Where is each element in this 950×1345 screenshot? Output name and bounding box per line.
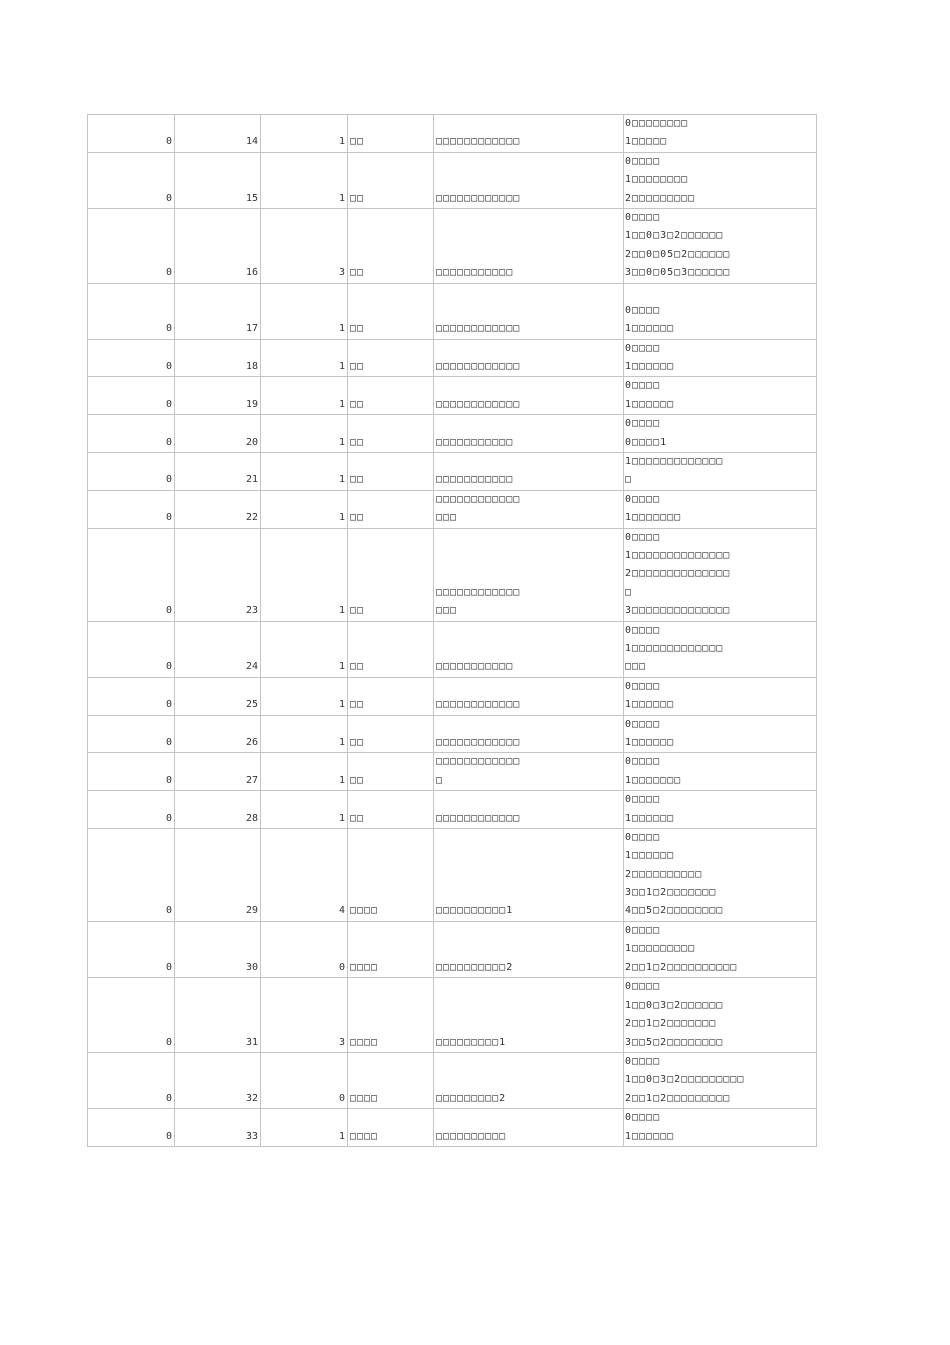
- cell-options: [624, 828, 817, 921]
- cell-row-number: 27: [175, 753, 261, 791]
- cell-question: □□□□□□□□□2: [434, 1053, 624, 1109]
- table-row: [88, 490, 817, 528]
- cell-category: □□□□: [348, 828, 434, 921]
- option-line: 2□□0□05□2□□□□□□: [625, 248, 731, 260]
- cell-category: □□: [348, 753, 434, 791]
- cell-score: 1: [261, 677, 348, 715]
- option-line: 4□□5□2□□□□□□□□: [625, 905, 724, 917]
- option-line: □: [625, 474, 633, 486]
- table-row: [88, 453, 817, 491]
- cell-category: □□□□: [348, 1053, 434, 1109]
- option-line: 0□□□□: [625, 718, 661, 730]
- table-body: [88, 115, 817, 1147]
- cell-category: □□: [348, 377, 434, 415]
- cell-category: □□: [348, 283, 434, 339]
- cell-question: □□□□□□□□□□□□: [434, 677, 624, 715]
- option-line: 0□□□□: [625, 756, 661, 768]
- option-line: 0□□□□: [625, 493, 661, 505]
- cell-category: □□□□: [348, 921, 434, 977]
- data-table: [87, 114, 817, 1147]
- cell-question: □□□□□□□□□□2: [434, 921, 624, 977]
- cell-score: 1: [261, 283, 348, 339]
- cell-options: [624, 208, 817, 283]
- table-row: [88, 978, 817, 1053]
- cell-options: [624, 978, 817, 1053]
- table-row: [88, 528, 817, 621]
- cell-flag: 0: [88, 715, 175, 753]
- option-line: 2□□1□2□□□□□□□□□□: [625, 961, 738, 973]
- cell-flag: 0: [88, 283, 175, 339]
- cell-category: □□: [348, 208, 434, 283]
- table-row: [88, 791, 817, 829]
- cell-options: [624, 415, 817, 453]
- cell-options: [624, 1053, 817, 1109]
- table-row: [88, 377, 817, 415]
- cell-score: 1: [261, 415, 348, 453]
- option-line: 0□□□□: [625, 531, 661, 543]
- option-line: 3□□□□□□□□□□□□□□: [625, 605, 731, 617]
- table-row: [88, 339, 817, 377]
- cell-category: □□: [348, 490, 434, 528]
- cell-options: [624, 528, 817, 621]
- cell-options: [624, 791, 817, 829]
- cell-flag: 0: [88, 677, 175, 715]
- option-line: 0□□□□: [625, 1112, 661, 1124]
- cell-score: 1: [261, 715, 348, 753]
- table-row: [88, 415, 817, 453]
- cell-row-number: 23: [175, 528, 261, 621]
- cell-score: 1: [261, 453, 348, 491]
- cell-flag: 0: [88, 621, 175, 677]
- cell-flag: 0: [88, 791, 175, 829]
- option-line: 0□□□□: [625, 304, 661, 316]
- option-line: 0□□□□: [625, 680, 661, 692]
- cell-question: □□□□□□□□□□□: [434, 453, 624, 491]
- table-row: [88, 115, 817, 153]
- cell-row-number: 33: [175, 1109, 261, 1147]
- option-line: 1□□□□□□□□□: [625, 943, 696, 955]
- option-line: 2□□1□2□□□□□□□: [625, 1018, 717, 1030]
- cell-options: [624, 753, 817, 791]
- table-row: [88, 208, 817, 283]
- cell-flag: 0: [88, 1109, 175, 1147]
- option-line: 0□□□□: [625, 981, 661, 993]
- cell-category: □□: [348, 152, 434, 208]
- cell-category: □□: [348, 791, 434, 829]
- cell-question: □□□□□□□□□□1: [434, 828, 624, 921]
- table-row: [88, 283, 817, 339]
- cell-row-number: 24: [175, 621, 261, 677]
- cell-options: [624, 621, 817, 677]
- cell-flag: 0: [88, 528, 175, 621]
- cell-options: [624, 339, 817, 377]
- option-line: 0□□□□: [625, 211, 661, 223]
- option-line: 1□□0□3□2□□□□□□: [625, 230, 724, 242]
- cell-question: □□□□□□□□□□□□ □□□: [434, 528, 624, 621]
- cell-options: [624, 921, 817, 977]
- cell-category: □□: [348, 453, 434, 491]
- cell-options: [624, 377, 817, 415]
- option-line: □: [625, 586, 633, 598]
- option-line: 1□□□□□□: [625, 1130, 675, 1142]
- cell-score: 1: [261, 377, 348, 415]
- cell-category: □□: [348, 415, 434, 453]
- option-line: □□□: [625, 661, 647, 673]
- cell-row-number: 17: [175, 283, 261, 339]
- cell-flag: 0: [88, 828, 175, 921]
- table-row: [88, 677, 817, 715]
- table-row: [88, 152, 817, 208]
- cell-row-number: 30: [175, 921, 261, 977]
- cell-row-number: 21: [175, 453, 261, 491]
- cell-flag: 0: [88, 921, 175, 977]
- option-line: 1□□□□□□: [625, 812, 675, 824]
- cell-row-number: 29: [175, 828, 261, 921]
- cell-options: [624, 1109, 817, 1147]
- cell-question: □□□□□□□□□□□□: [434, 115, 624, 153]
- option-line: 1□□□□□□: [625, 398, 675, 410]
- cell-score: 3: [261, 208, 348, 283]
- option-line: [625, 284, 814, 302]
- cell-row-number: 15: [175, 152, 261, 208]
- cell-row-number: 28: [175, 791, 261, 829]
- cell-options: [624, 490, 817, 528]
- option-line: 1□□□□□□□□□□□□□: [625, 642, 724, 654]
- cell-flag: 0: [88, 490, 175, 528]
- cell-question: □□□□□□□□□□□□ □□□: [434, 490, 624, 528]
- option-line: 1□□□□□□: [625, 850, 675, 862]
- cell-options: [624, 283, 817, 339]
- cell-question: □□□□□□□□□□□: [434, 621, 624, 677]
- option-line: 1□□□□□□: [625, 323, 675, 335]
- cell-options: [624, 115, 817, 153]
- option-line: 1□□□□□□□□□□□□□: [625, 456, 724, 468]
- cell-score: 3: [261, 978, 348, 1053]
- cell-score: 1: [261, 152, 348, 208]
- cell-question: □□□□□□□□□□□□ □: [434, 753, 624, 791]
- cell-category: □□: [348, 677, 434, 715]
- table-row: [88, 921, 817, 977]
- cell-score: 0: [261, 1053, 348, 1109]
- cell-score: 1: [261, 339, 348, 377]
- option-line: 1□□□□□□□□: [625, 174, 689, 186]
- option-line: 3□□5□2□□□□□□□□: [625, 1036, 724, 1048]
- option-line: 2□□□□□□□□□□: [625, 868, 703, 880]
- option-line: 0□□□□: [625, 155, 661, 167]
- cell-category: □□: [348, 339, 434, 377]
- table-row: [88, 753, 817, 791]
- option-line: 0□□□□: [625, 624, 661, 636]
- cell-flag: 0: [88, 753, 175, 791]
- option-line: 0□□□□: [625, 380, 661, 392]
- cell-score: 0: [261, 921, 348, 977]
- option-line: 0□□□□: [625, 794, 661, 806]
- cell-question: □□□□□□□□□□□□: [434, 791, 624, 829]
- cell-question: □□□□□□□□□□□□: [434, 715, 624, 753]
- table-row: [88, 621, 817, 677]
- cell-score: 1: [261, 528, 348, 621]
- cell-options: [624, 677, 817, 715]
- cell-score: 1: [261, 791, 348, 829]
- cell-flag: 0: [88, 415, 175, 453]
- table-row: [88, 828, 817, 921]
- option-line: 1□□□□□□□□□□□□□□: [625, 550, 731, 562]
- cell-score: 1: [261, 1109, 348, 1147]
- option-line: 0□□□□: [625, 831, 661, 843]
- cell-options: [624, 715, 817, 753]
- cell-question: □□□□□□□□□□□□: [434, 283, 624, 339]
- cell-row-number: 14: [175, 115, 261, 153]
- cell-flag: 0: [88, 453, 175, 491]
- cell-score: 1: [261, 490, 348, 528]
- option-line: 0□□□□: [625, 342, 661, 354]
- cell-score: 1: [261, 621, 348, 677]
- cell-row-number: 32: [175, 1053, 261, 1109]
- cell-flag: 0: [88, 339, 175, 377]
- option-line: 3□□0□05□3□□□□□□: [625, 267, 731, 279]
- cell-flag: 0: [88, 1053, 175, 1109]
- option-line: 1□□□□□□: [625, 736, 675, 748]
- cell-category: □□: [348, 115, 434, 153]
- cell-question: □□□□□□□□□□□: [434, 208, 624, 283]
- cell-flag: 0: [88, 115, 175, 153]
- option-line: 2□□□□□□□□□: [625, 192, 696, 204]
- option-line: 0□□□□□□□□: [625, 118, 689, 129]
- cell-flag: 0: [88, 208, 175, 283]
- cell-row-number: 19: [175, 377, 261, 415]
- cell-score: 1: [261, 753, 348, 791]
- option-line: 3□□1□2□□□□□□□: [625, 887, 717, 899]
- option-line: 0□□□□: [625, 1056, 661, 1068]
- cell-question: □□□□□□□□□□□□: [434, 152, 624, 208]
- option-line: 1□□□□□□: [625, 361, 675, 373]
- cell-row-number: 16: [175, 208, 261, 283]
- cell-category: □□: [348, 528, 434, 621]
- cell-category: □□□□: [348, 978, 434, 1053]
- cell-options: [624, 453, 817, 491]
- cell-question: □□□□□□□□□1: [434, 978, 624, 1053]
- option-line: 1□□□□□: [625, 136, 668, 148]
- cell-category: □□□□: [348, 1109, 434, 1147]
- cell-category: □□: [348, 621, 434, 677]
- table-row: [88, 1053, 817, 1109]
- cell-score: 4: [261, 828, 348, 921]
- option-line: 1□□□□□□: [625, 699, 675, 711]
- cell-flag: 0: [88, 152, 175, 208]
- option-line: 2□□1□2□□□□□□□□□: [625, 1092, 731, 1104]
- cell-category: □□: [348, 715, 434, 753]
- cell-options: [624, 152, 817, 208]
- table-row: [88, 1109, 817, 1147]
- cell-flag: 0: [88, 978, 175, 1053]
- option-line: 1□□□□□□□: [625, 512, 682, 524]
- option-line: 1□□0□3□2□□□□□□: [625, 999, 724, 1011]
- option-line: 1□□□□□□□: [625, 774, 682, 786]
- table-row: [88, 715, 817, 753]
- cell-question: □□□□□□□□□□□: [434, 415, 624, 453]
- option-line: 2□□□□□□□□□□□□□□: [625, 568, 731, 580]
- option-line: 0□□□□: [625, 418, 661, 430]
- cell-row-number: 26: [175, 715, 261, 753]
- option-line: 0□□□□: [625, 924, 661, 936]
- cell-row-number: 18: [175, 339, 261, 377]
- option-line: 0□□□□1: [625, 436, 668, 448]
- cell-question: □□□□□□□□□□: [434, 1109, 624, 1147]
- option-line: 1□□0□3□2□□□□□□□□□: [625, 1074, 745, 1086]
- cell-row-number: 25: [175, 677, 261, 715]
- cell-score: 1: [261, 115, 348, 153]
- cell-flag: 0: [88, 377, 175, 415]
- cell-row-number: 22: [175, 490, 261, 528]
- cell-row-number: 31: [175, 978, 261, 1053]
- cell-question: □□□□□□□□□□□□: [434, 377, 624, 415]
- cell-row-number: 20: [175, 415, 261, 453]
- cell-question: □□□□□□□□□□□□: [434, 339, 624, 377]
